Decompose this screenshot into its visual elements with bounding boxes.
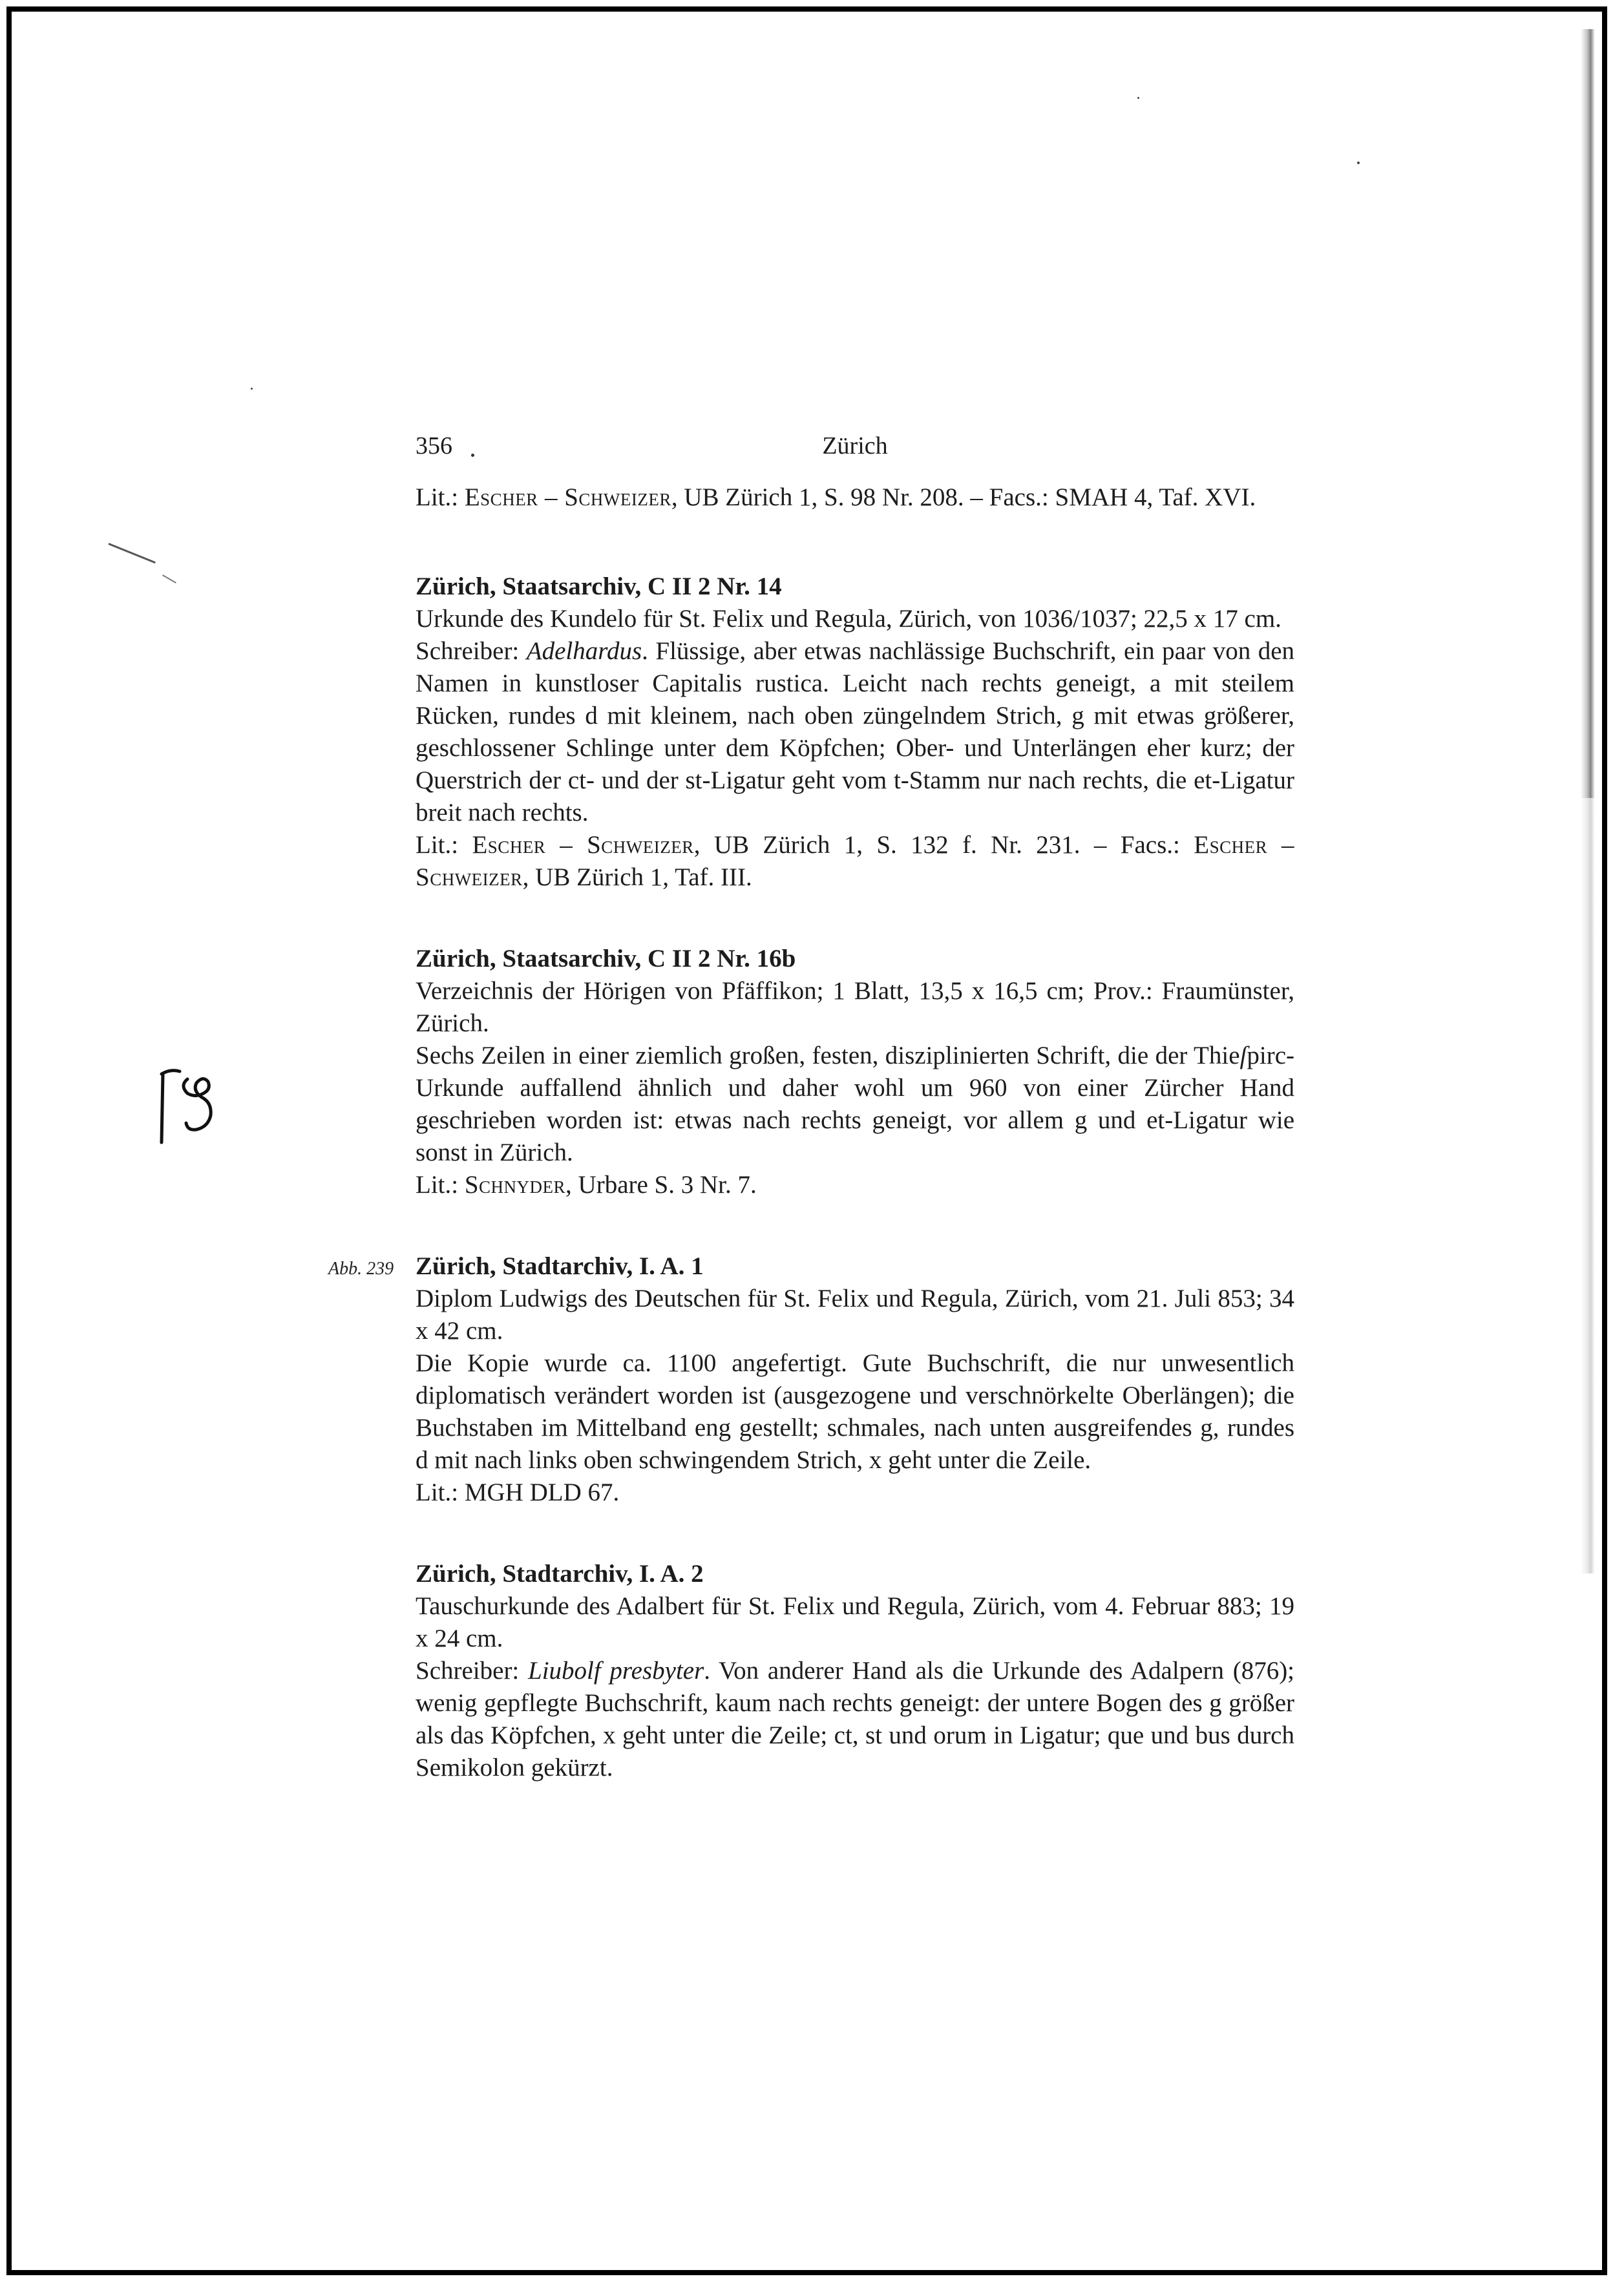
scan-speck bbox=[1357, 162, 1360, 164]
scan-speck bbox=[251, 388, 253, 390]
scan-edge-shadow-lower bbox=[1581, 798, 1595, 1573]
author-name: Escher – Schweizer bbox=[416, 831, 1294, 891]
running-head-title: Zürich bbox=[822, 432, 888, 459]
entry-script-paragraph: Die Kopie wurde ca. 1100 angefertigt. Gute Buchschrift, die nur unwesentlich diplomatisch verändert worden ist (ausgezogene und verschnörkelte Oberlängen); die Buchstaben im Mittelband eng gestellt; schmales, nach unten ausgreifendes g, rundes d mit nach links oben schwingendem Strich, x geht unter die Zeile. bbox=[416, 1349, 1294, 1474]
running-head bbox=[416, 432, 1294, 470]
catalog-entry bbox=[328, 1250, 1294, 1509]
entry-heading: Zürich, Staatsarchiv, C II 2 Nr. 14 bbox=[416, 573, 782, 600]
entry-description: Tauschurkunde des Adalbert für St. Felix und Regula, Zürich, vom 4. Februar 883; 19 x 24 cm. bbox=[416, 1592, 1294, 1652]
author-name: Escher – Schweizer bbox=[472, 831, 694, 859]
entry-literature: Lit.: MGH DLD 67. bbox=[416, 1478, 620, 1506]
author-name: Escher – Schweizer bbox=[464, 483, 671, 511]
catalog-entry bbox=[416, 1558, 1294, 1784]
literature-note: Lit.: Escher – Schweizer, UB Zürich 1, S. 98 Nr. 208. – Facs.: SMAH 4, Taf. XVI. bbox=[416, 483, 1256, 511]
page-number: 356 bbox=[416, 432, 452, 459]
entry-literature: Lit.: Escher – Schweizer, UB Zürich 1, S. 132 f. Nr. 231. – Facs.: Escher – Schweizer, UB Zürich 1, Taf. III. bbox=[416, 831, 1294, 891]
entry-description: Verzeichnis der Hörigen von Pfäffikon; 1 Blatt, 13,5 x 16,5 cm; Prov.: Fraumünster, Zürich. bbox=[416, 977, 1294, 1037]
entry-heading: Zürich, Staatsarchiv, C II 2 Nr. 16b bbox=[416, 945, 796, 973]
entry-heading: Zürich, Stadtarchiv, I. A. 2 bbox=[416, 1560, 704, 1588]
italic-term: Liubolf presbyter bbox=[528, 1657, 704, 1685]
italic-term: ſ bbox=[1239, 1042, 1247, 1069]
entry-literature: Lit.: Schnyder, Urbare S. 3 Nr. 7. bbox=[416, 1171, 757, 1199]
entry-scribe-paragraph: Schreiber: Adelhardus. Flüssige, aber etwas nachlässige Buchschrift, ein paar von den Namen in kunstloser Capitalis rustica. Leicht nach rechts geneigt, a mit steilem Rücken, rundes d mit kleinem, nach oben züngelndem Strich, g mit etwas größerer, geschlossener Schlinge unter dem Köpfchen; Ober- und Unterlängen eher kurz; der Querstrich der ct- und der st-Ligatur geht vom t-Stamm nur nach rechts, die et-Ligatur breit nach rechts. bbox=[416, 637, 1295, 826]
entry-description: Urkunde des Kundelo für St. Felix und Regula, Zürich, von 1036/1037; 22,5 x 17 cm. bbox=[416, 605, 1281, 633]
main-text bbox=[328, 481, 1295, 1784]
entry-heading: Zürich, Stadtarchiv, I. A. 1 bbox=[416, 1252, 704, 1280]
entry-description: Diplom Ludwigs des Deutschen für St. Felix und Regula, Zürich, vom 21. Juli 853; 34 x 42 cm. bbox=[416, 1285, 1294, 1345]
handwritten-margin-note-icon bbox=[149, 1060, 233, 1157]
catalog-entry bbox=[416, 571, 1294, 894]
catalog-entry bbox=[416, 943, 1294, 1201]
scan-edge-shadow bbox=[1581, 29, 1595, 798]
author-name: Schnyder bbox=[464, 1171, 566, 1199]
entry-script-paragraph: Sechs Zeilen in einer ziemlich großen, festen, disziplinierten Schrift, die der Thieſpirc-Urkunde auffallend ähnlich und daher wohl um 960 von einer Zürcher Hand geschrieben worden ist: etwas nach rechts geneigt, vor allem g und et-Ligatur wie sonst in Zürich. bbox=[416, 1042, 1294, 1166]
scan-speck bbox=[1137, 97, 1139, 99]
figure-reference: Abb. 239 bbox=[328, 1259, 394, 1279]
entry-scribe-paragraph: Schreiber: Liubolf presbyter. Von anderer Hand als die Urkunde des Adalpern (876); wenig gepflegte Buchschrift, kaum nach rechts geneigt: der untere Bogen des g größer als das Köpfchen, x geht unter die Zeile; ct, st und orum in Ligatur; que und bus durch Semikolon gekürzt. bbox=[416, 1657, 1295, 1782]
italic-term: Adelhardus bbox=[526, 637, 642, 665]
